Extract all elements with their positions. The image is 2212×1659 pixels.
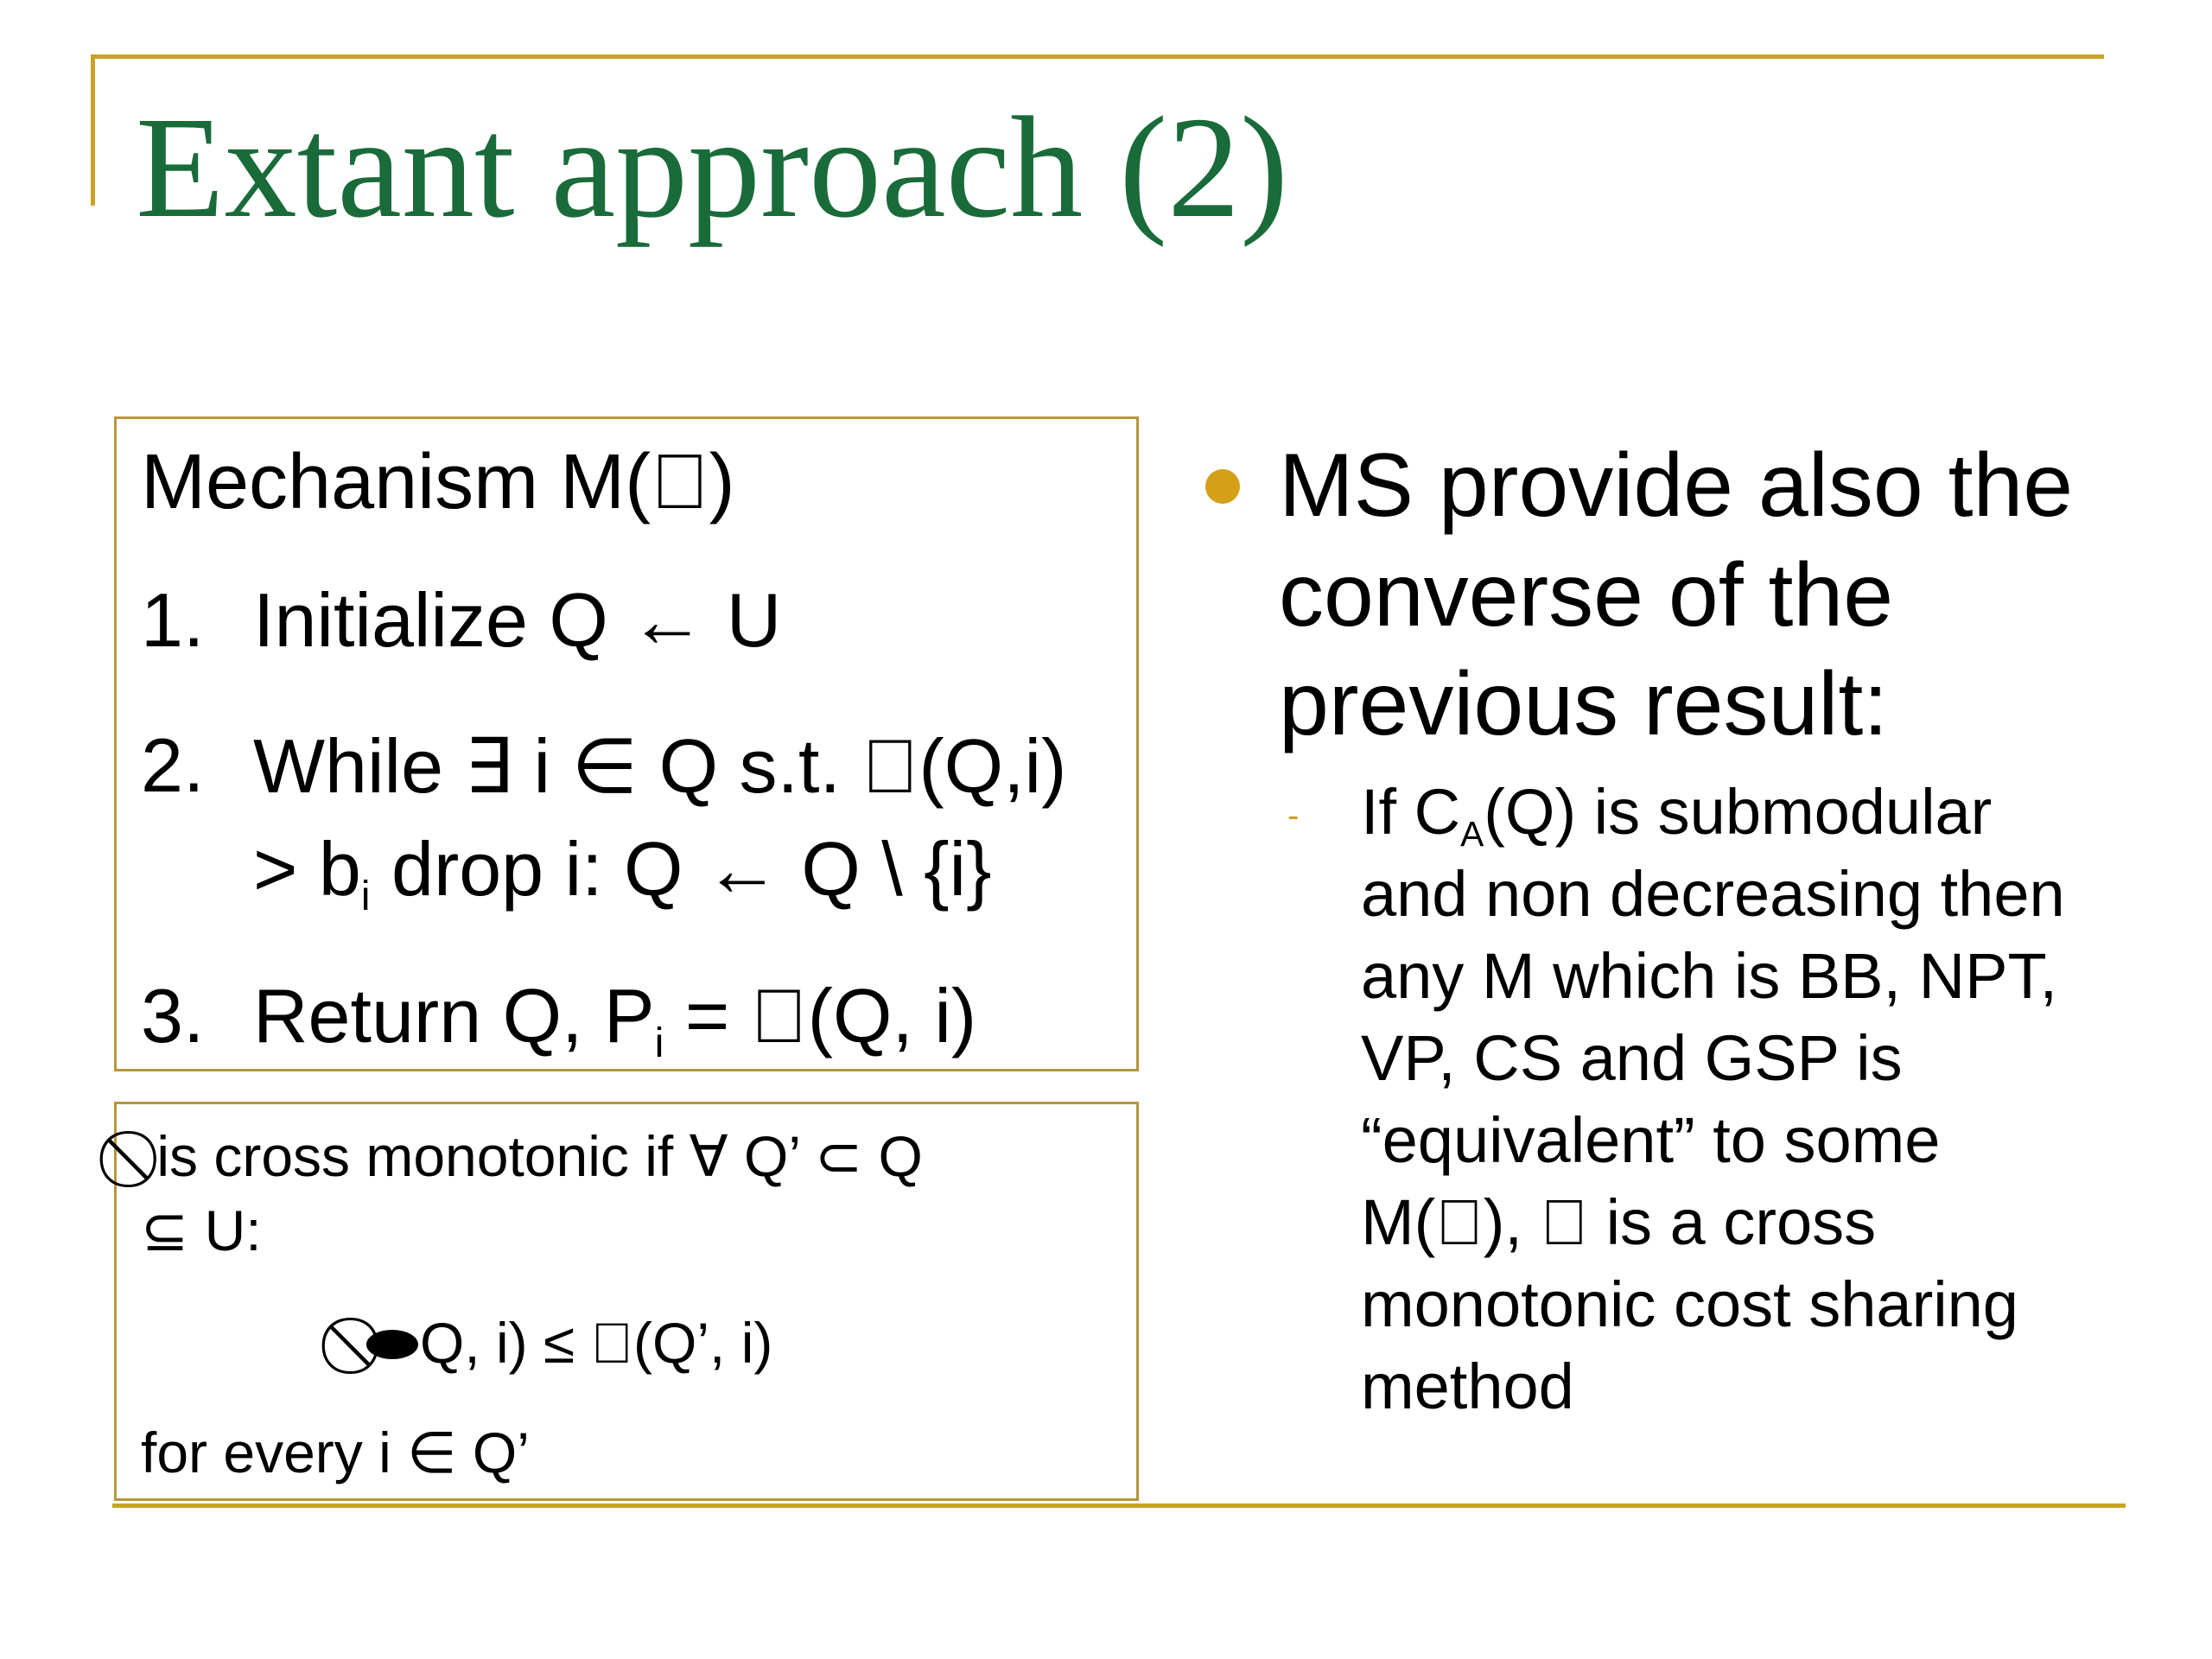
- slide-title: Extant approach (2): [136, 87, 1289, 248]
- definition-line-1: ⃠ is cross monotonic if ∀ Q’ ⊂ Q: [141, 1124, 923, 1188]
- sub-bullet-line-2: and non decreasing then: [1361, 858, 2065, 930]
- definition-box: [114, 1102, 1139, 1501]
- bottom-rule: [112, 1503, 2126, 1508]
- definition-formula: [363, 1310, 772, 1378]
- step-number: 3.: [141, 973, 205, 1058]
- sub-bullet-line-8: method: [1361, 1351, 1574, 1422]
- step-text: Initialize Q ← U: [253, 577, 782, 663]
- formula-text: Q, i) ≤ ⃠(Q’, i): [420, 1311, 773, 1375]
- left-rule: [91, 54, 95, 206]
- sub-bullet-line-4: VP, CS and GSP is: [1361, 1022, 1903, 1094]
- bullet-line-2: converse of the: [1279, 545, 1894, 645]
- sub-bullet-line-7: monotonic cost sharing: [1361, 1268, 2018, 1340]
- step-number: 1.: [141, 577, 205, 663]
- top-rule: [91, 54, 2104, 59]
- speech-bubble-icon: [366, 1330, 418, 1359]
- step-text-line2: > $b_i$ drop i: Q ← Q \ {i}: [253, 826, 992, 919]
- sub-bullet-line-1: If $C_A(Q)$ is submodular: [1361, 776, 1993, 855]
- step-text: Return Q, $P_i$ = ⃠(Q, i): [253, 973, 977, 1066]
- sub-bullet-line-6: M(⃠), ⃠ is a cross: [1361, 1186, 1877, 1258]
- bullet-line-3: previous result:: [1279, 654, 1889, 754]
- sub-bullet-line-3: any M which is BB, NPT,: [1361, 940, 2058, 1012]
- sub-bullet-line-5: “equivalent” to some: [1361, 1104, 1941, 1176]
- bullet-dot-icon: [1205, 469, 1240, 504]
- step-text: While ∃ i ∈ Q s.t. ⃠(Q,i): [253, 723, 1067, 809]
- mechanism-box: [114, 416, 1139, 1071]
- definition-line-2: ⊆ U:: [141, 1198, 262, 1262]
- sub-bullet-dash: -: [1287, 797, 1300, 835]
- step-number: 2.: [141, 722, 205, 808]
- bullet-line-1: MS provide also the: [1279, 435, 2074, 536]
- mechanism-heading: Mechanism M(⃠): [141, 439, 735, 525]
- definition-line-4: for every i ∈ Q’: [141, 1421, 530, 1484]
